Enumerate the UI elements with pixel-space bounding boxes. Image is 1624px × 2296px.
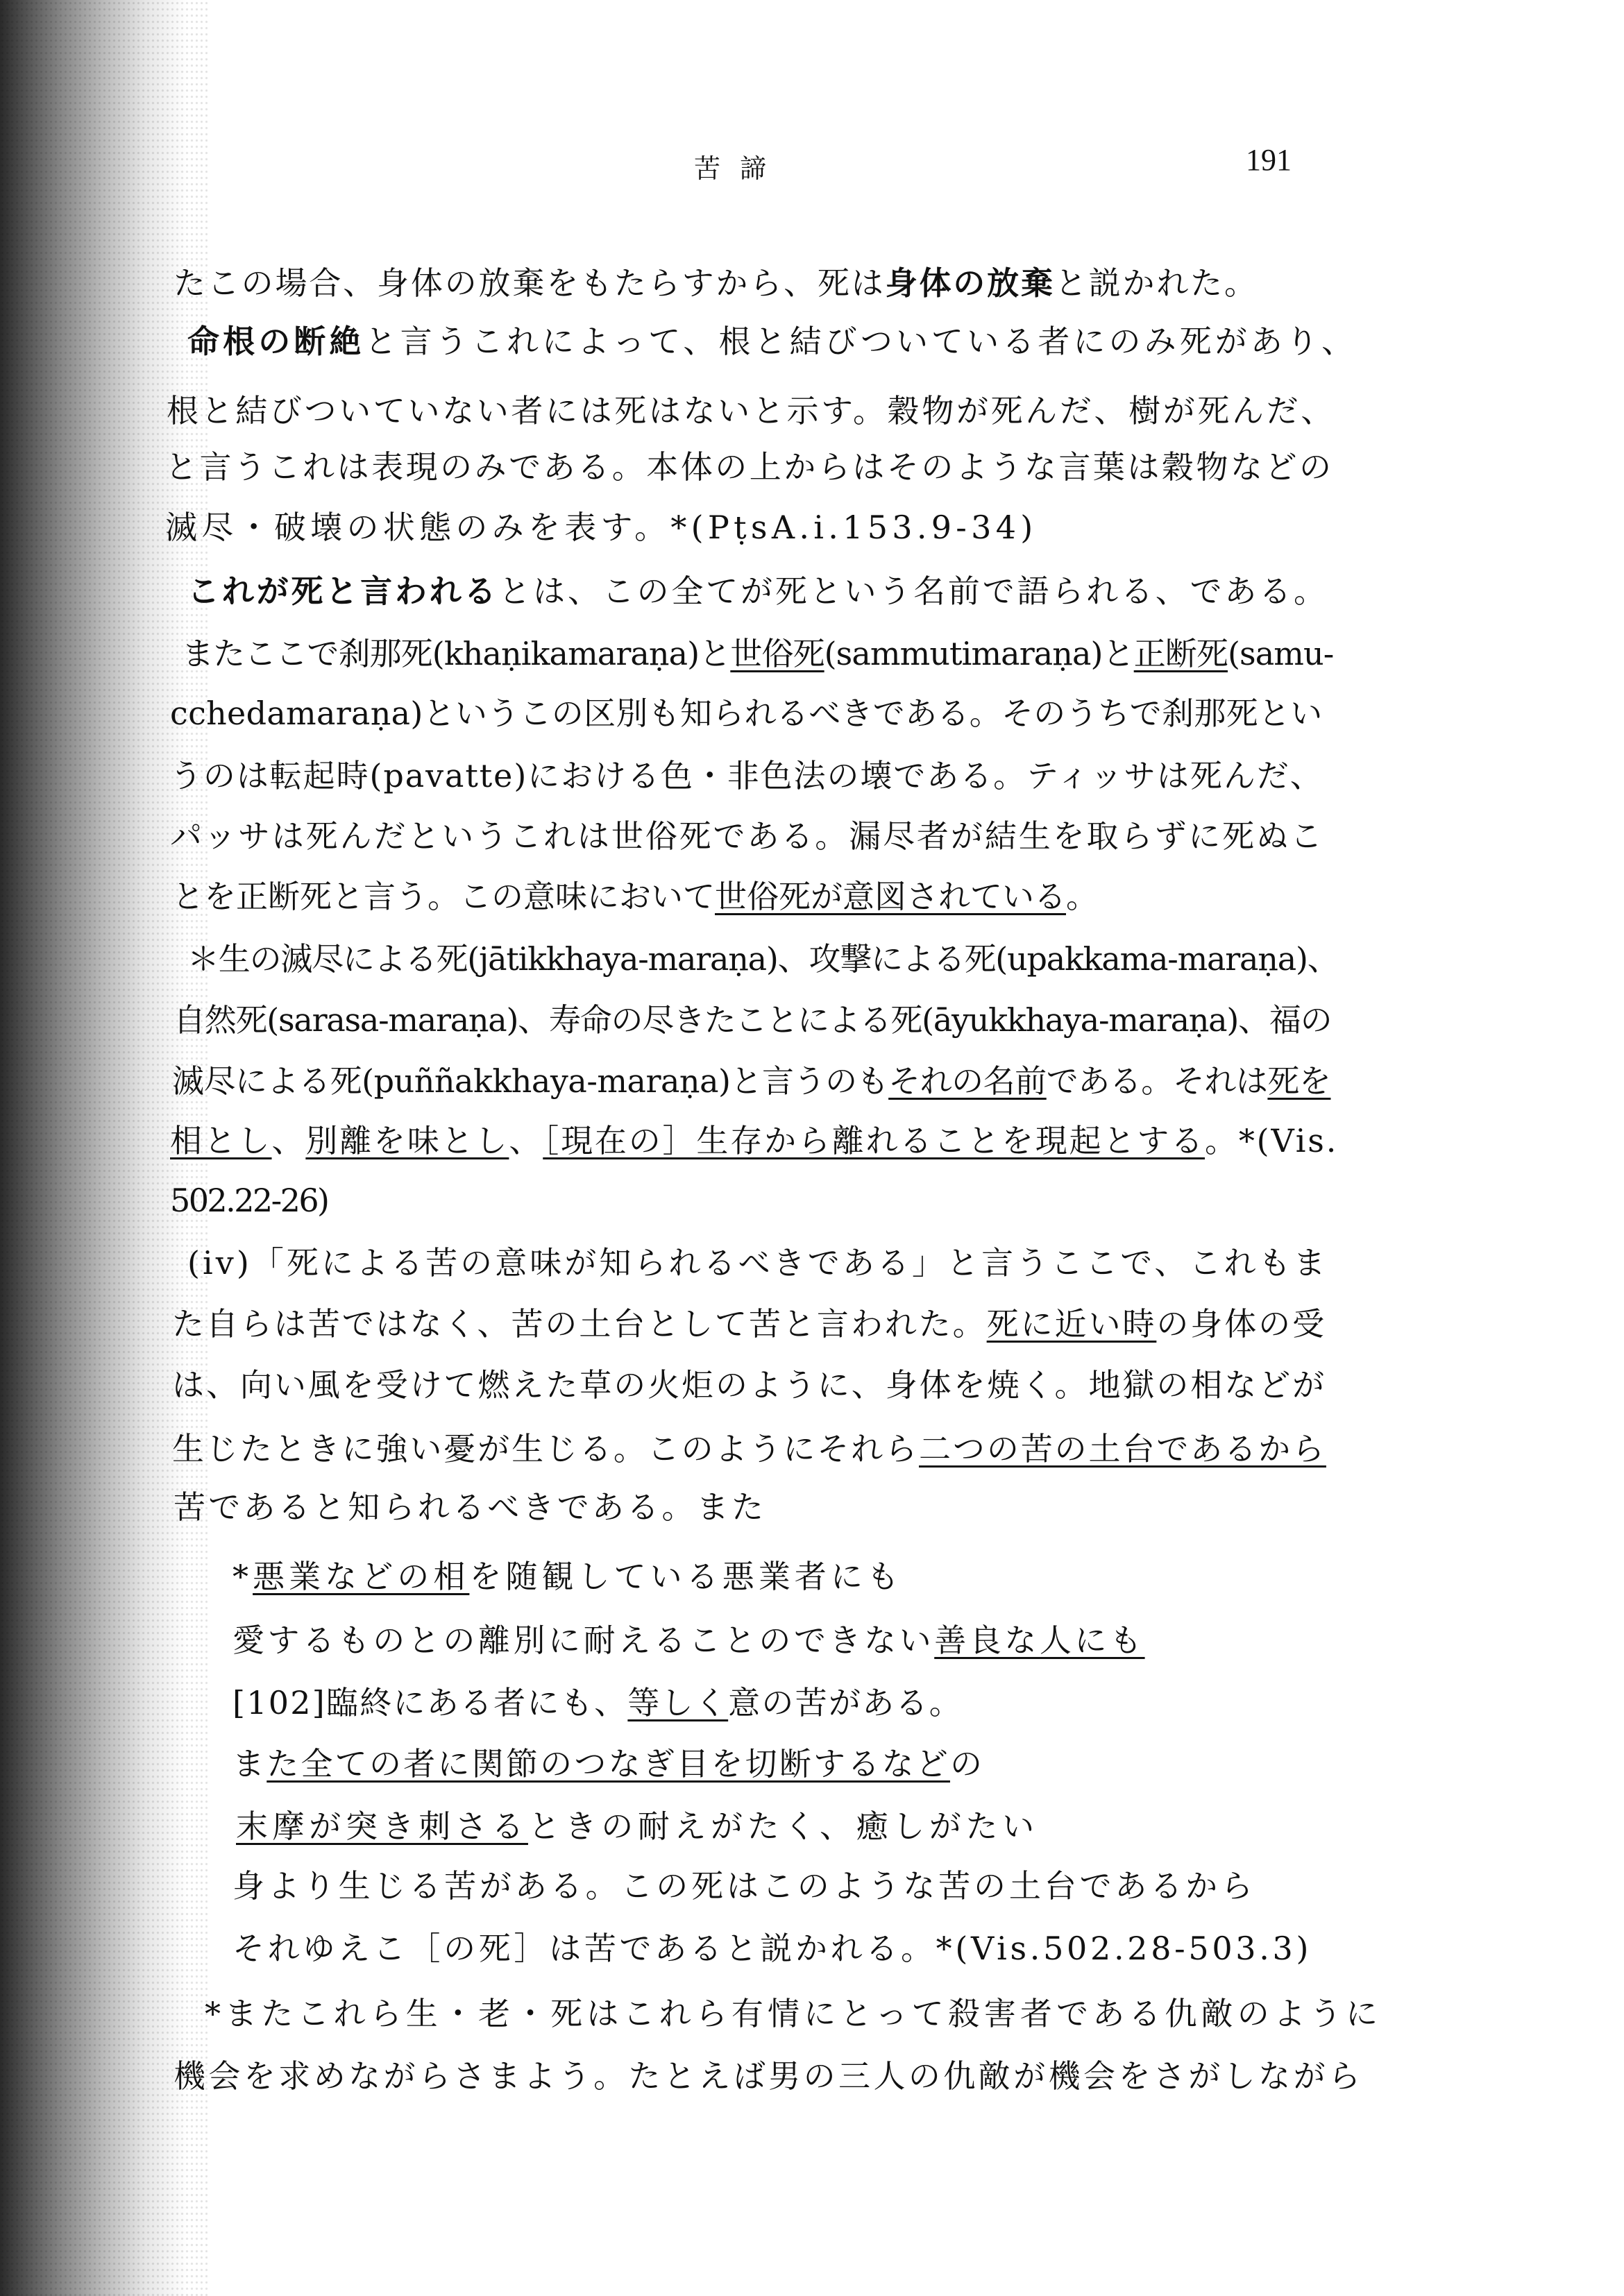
bold-term: 命根の断絶 <box>187 323 365 360</box>
text-segment: 。*(Vis. <box>1205 1122 1339 1159</box>
text-line <box>174 262 1258 304</box>
text-segment: パッサは死んだというこれは世俗死である。漏尽者が結生を取らずに死ぬこ <box>170 817 1324 855</box>
text-line <box>174 999 1331 1041</box>
text-line <box>170 815 1324 857</box>
text-line <box>172 876 1098 917</box>
text-segment: ま <box>232 1745 267 1783</box>
text-line <box>172 1364 1326 1406</box>
text-segment: を随観している悪業者にも <box>469 1558 904 1595</box>
text-segment: またここで刹那死(khaṇikamaraṇa)と <box>182 635 731 672</box>
text-segment: たこの場合、身体の放棄をもたらすから、死は <box>174 264 886 302</box>
text-segment: 。 <box>1066 878 1098 915</box>
text-segment: 根と結びついていない者には死はないと示す。穀物が死んだ、樹が死んだ、 <box>167 392 1335 430</box>
text-segment: と言うこれによって、根と結びついている者にのみ死があり、 <box>364 323 1357 360</box>
underlined-phrase: 別離を味とし <box>305 1122 509 1159</box>
underlined-phrase: 相とし <box>170 1122 272 1159</box>
text-segment: 生じたときに強い憂が生じる。このようにそれら <box>172 1430 919 1468</box>
text-segment: は、向い風を受けて燃えた草の火炬のように、身体を焼く。地獄の相などが <box>172 1366 1327 1404</box>
text-segment: 愛するものとの離別に耐えることのできない <box>232 1622 935 1659</box>
underlined-phrase: ［現在の］生存から離れることを現起とする <box>543 1122 1205 1159</box>
text-line <box>187 1242 1328 1284</box>
underlined-phrase: それの名前 <box>888 1062 1047 1100</box>
text-line <box>170 755 1323 797</box>
text-segment: と言うこれは表現のみである。本体の上からはそのような言葉は穀物などの <box>165 448 1334 486</box>
text-segment: た自らは苦ではなく、苦の土台として苦と言われた。 <box>172 1305 987 1343</box>
underlined-phrase: 等しく <box>627 1684 729 1721</box>
text-line <box>182 633 1333 674</box>
text-segment: (iv)「死による苦の意味が知られるべきである」と言うここで、これもま <box>187 1244 1328 1282</box>
text-segment: 身より生じる苦がある。この死はこのような苦の土台であるから <box>232 1867 1256 1905</box>
text-segment: の身体の受 <box>1156 1305 1327 1343</box>
underlined-phrase: 末摩が突き刺さる <box>236 1808 528 1845</box>
text-line <box>174 1486 766 1528</box>
text-line <box>232 1619 1145 1661</box>
text-line <box>232 1743 984 1785</box>
underlined-phrase: 正断死 <box>1133 635 1228 672</box>
text-line <box>167 390 1335 432</box>
text-segment: [102]臨終にある者にも、 <box>232 1684 628 1721</box>
text-segment: ときの耐えがたく、癒しがたい <box>527 1808 1039 1845</box>
text-segment: 滅尽・破壊の状態のみを表す。*(PṭsA.i.153.9-34) <box>165 509 1038 546</box>
text-segment: 苦であると知られるべきである。また <box>174 1488 767 1526</box>
text-segment: と説かれた。 <box>1054 264 1258 302</box>
text-line <box>165 507 1038 548</box>
text-segment: * <box>232 1558 253 1595</box>
text-segment: 自然死(sarasa-maraṇa)、寿命の尽きたことによる死(āyukkhaya-maraṇa)、福の <box>174 1001 1332 1039</box>
text-line <box>172 1060 1330 1102</box>
text-segment: 滅尽による死(puññakkhaya-maraṇa)と言うのも <box>172 1062 889 1100</box>
text-line <box>232 1928 1312 1969</box>
text-line <box>187 570 1328 612</box>
bold-term: 身体の放棄 <box>885 264 1055 302</box>
text-segment: 意の苦がある。 <box>728 1684 963 1721</box>
text-line <box>172 1303 1326 1345</box>
text-line <box>232 1865 1256 1907</box>
text-segment: 機会を求めながらさまよう。たとえば男の三人の仇敵が機会をさがしながら <box>174 2057 1364 2095</box>
underlined-phrase: 世俗死 <box>730 635 824 672</box>
text-line <box>174 2055 1363 2097</box>
text-segment: それゆえこ［の死］は苦であると説かれる。*(Vis.502.28-503.3) <box>232 1930 1312 1967</box>
text-line <box>232 1682 963 1724</box>
text-segment: である。それは <box>1046 1062 1268 1100</box>
text-segment: ＊生の滅尽による死(jātikkhaya-maraṇa)、攻撃による死(upakkama-maraṇa)、 <box>187 940 1339 978</box>
underlined-phrase: 死を <box>1267 1062 1331 1100</box>
running-header-title: 苦諦 <box>694 153 786 184</box>
text-segment: 502.22-26) <box>170 1182 328 1219</box>
text-line <box>170 1120 1338 1162</box>
underlined-phrase: た全ての者に関節のつなぎ目を切断するなど <box>267 1745 951 1783</box>
page-number: 191 <box>1246 143 1292 177</box>
text-segment: の <box>950 1745 985 1783</box>
text-line <box>187 321 1357 362</box>
text-segment: (sammutimaraṇa)と <box>824 635 1134 672</box>
text-segment: とを正断死と言う。この意味において <box>172 878 715 915</box>
text-line <box>165 446 1334 488</box>
bold-term: これが死と言われる <box>187 572 499 610</box>
text-line <box>187 938 1339 980</box>
text-segment: 、 <box>509 1122 543 1159</box>
text-line <box>232 1556 903 1597</box>
text-line <box>170 692 1323 734</box>
text-line <box>172 1428 1326 1470</box>
underlined-phrase: 死に近い時 <box>986 1305 1157 1343</box>
text-segment: (samu- <box>1228 635 1334 672</box>
text-segment: 、 <box>271 1122 306 1159</box>
text-line <box>236 1805 1039 1847</box>
underlined-phrase: 悪業などの相 <box>253 1558 470 1595</box>
underlined-phrase: 二つの苦の土台であるから <box>919 1430 1326 1468</box>
text-segment: *またこれら生・老・死はこれら有情にとって殺害者である仇敵のように <box>205 1995 1382 2032</box>
text-segment: とは、この全てが死という名前で語られる、である。 <box>498 572 1328 610</box>
text-segment: うのは転起時(pavatte)における色・非色法の壊である。ティッサは死んだ、 <box>170 757 1323 794</box>
underlined-phrase: 善良な人にも <box>934 1622 1145 1659</box>
text-line <box>205 1993 1382 2034</box>
text-segment: cchedamaraṇa)というこの区別も知られるべきである。そのうちで刹那死とい <box>170 695 1323 732</box>
text-line <box>170 1180 328 1221</box>
underlined-phrase: 世俗死が意図されている <box>715 878 1066 915</box>
